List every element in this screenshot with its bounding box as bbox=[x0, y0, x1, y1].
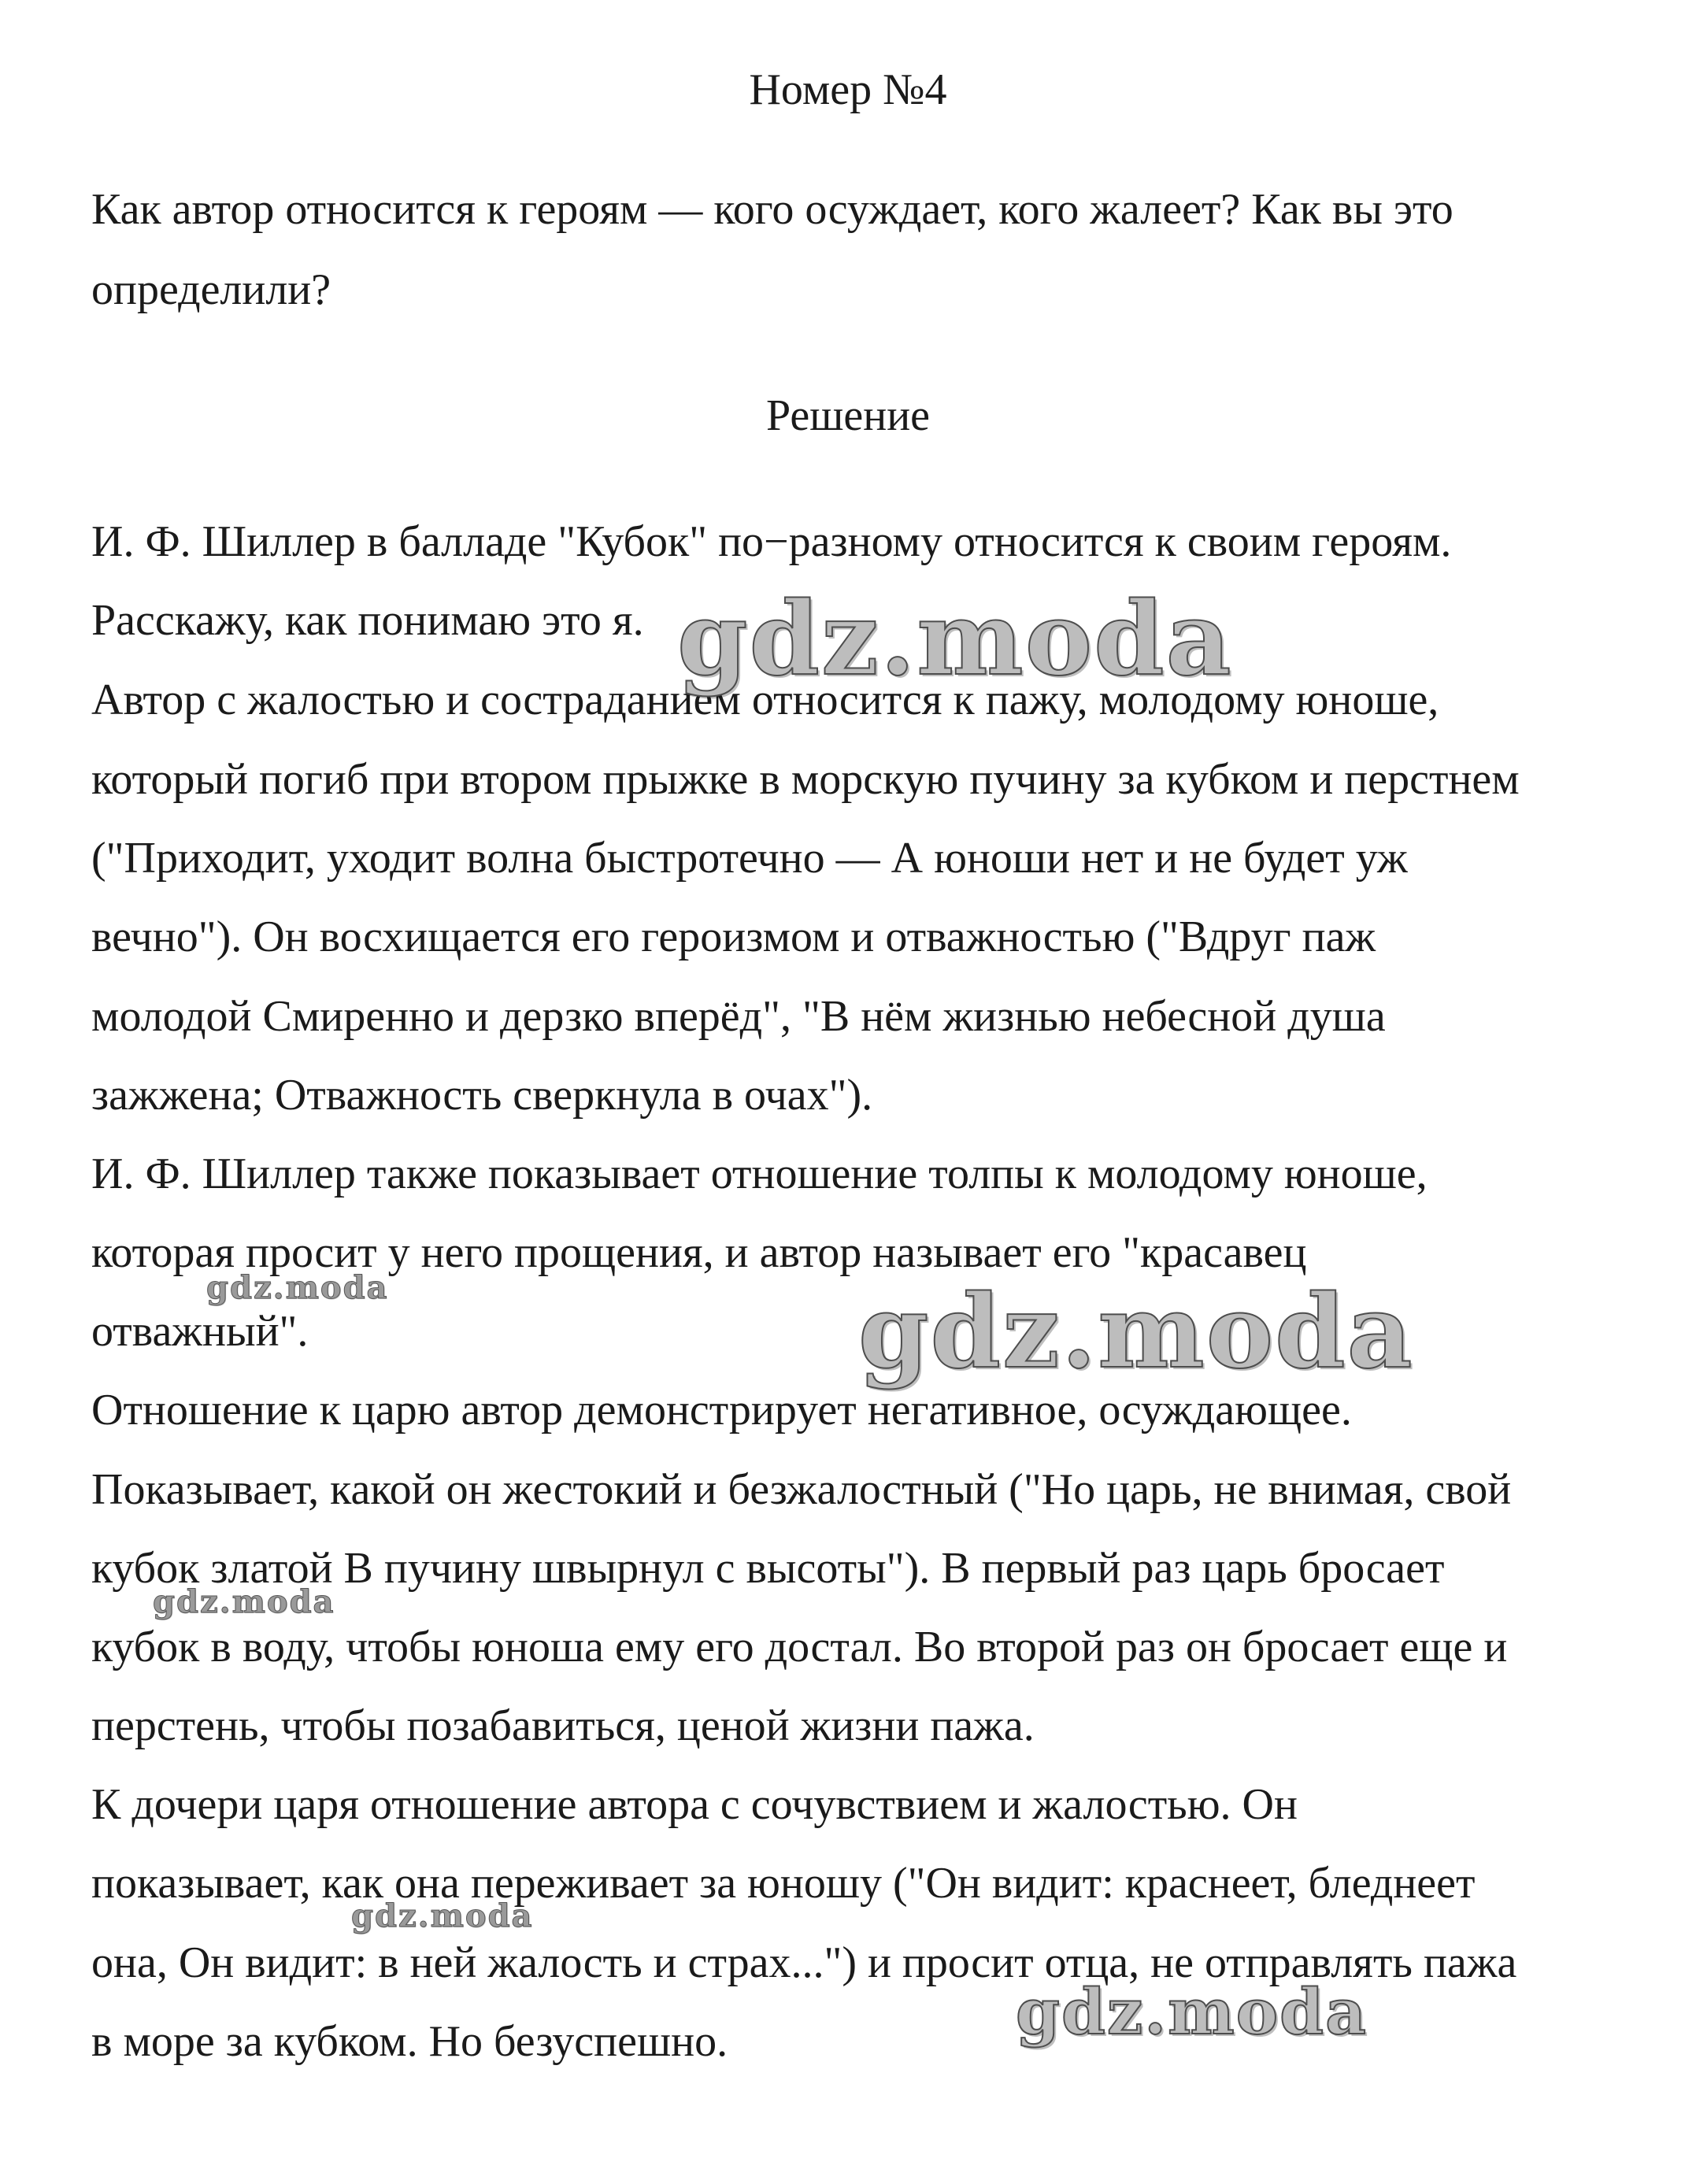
solution-line: И. Ф. Шиллер также показывает отношение толпы к молодому юноше, bbox=[91, 1149, 1428, 1198]
solution-line: Показывает, какой он жестокий и безжалостный ("Но царь, не внимая, свой bbox=[91, 1465, 1512, 1514]
watermark: gdz.moda bbox=[677, 580, 1233, 698]
watermark: gdz.moda bbox=[206, 1269, 389, 1306]
solution-line: кубок в воду, чтобы юноша ему его достал. Во второй раз он бросает еще и bbox=[91, 1623, 1508, 1671]
solution-line: в море за кубком. Но безуспешно. bbox=[91, 2017, 728, 2066]
solution-line: показывает, как она переживает за юношу ("Он видит: краснеет, бледнеет bbox=[91, 1859, 1476, 1908]
solution-line: перстень, чтобы позабавиться, ценой жизни пажа. bbox=[91, 1701, 1035, 1750]
solution-line: Расскажу, как понимаю это я. bbox=[91, 596, 644, 645]
solution-line: Автор с жалостью и состраданием относится к пажу, молодому юноше, bbox=[91, 676, 1439, 724]
solution-line: И. Ф. Шиллер в балладе "Кубок" по−разному относится к своим героям. bbox=[91, 517, 1452, 566]
solution-line: вечно"). Он восхищается его героизмом и отважностью ("Вдруг паж bbox=[91, 912, 1376, 961]
solution-line: ("Приходит, уходит волна быстротечно — А юноши нет и не будет уж bbox=[91, 834, 1408, 883]
solution-line: который погиб при втором прыжке в морскую пучину за кубком и перстнем bbox=[91, 755, 1520, 804]
solution-line: Отношение к царю автор демонстрирует негативное, осуждающее. bbox=[91, 1386, 1352, 1434]
solution-line: молодой Смиренно и дерзко вперёд", "В нём жизнью небесной душа bbox=[91, 992, 1386, 1041]
solution-line: зажжена; Отважность сверкнула в очах"). bbox=[91, 1071, 873, 1120]
page-title: Номер №4 bbox=[749, 65, 947, 114]
solution-line: кубок златой В пучину швырнул с высоты"). В первый раз царь бросает bbox=[91, 1544, 1445, 1593]
question-line: Как автор относится к героям — кого осуждает, кого жалеет? Как вы это bbox=[91, 185, 1453, 234]
watermark: gdz.moda bbox=[153, 1583, 335, 1620]
solution-line: К дочери царя отношение автора с сочувствием и жалостью. Он bbox=[91, 1780, 1298, 1829]
watermark: gdz.moda bbox=[858, 1273, 1414, 1391]
solution-title: Решение bbox=[765, 391, 931, 440]
solution-line: которая просит у него прощения, и автор называет его "красавец bbox=[91, 1228, 1307, 1277]
watermark: gdz.moda bbox=[351, 1897, 534, 1934]
question-line: определили? bbox=[91, 265, 331, 314]
solution-line: она, Он видит: в ней жалость и страх...") и просит отца, не отправлять пажа bbox=[91, 1938, 1517, 1987]
watermark: gdz.moda bbox=[1016, 1975, 1368, 2049]
solution-line: отважный". bbox=[91, 1307, 309, 1356]
